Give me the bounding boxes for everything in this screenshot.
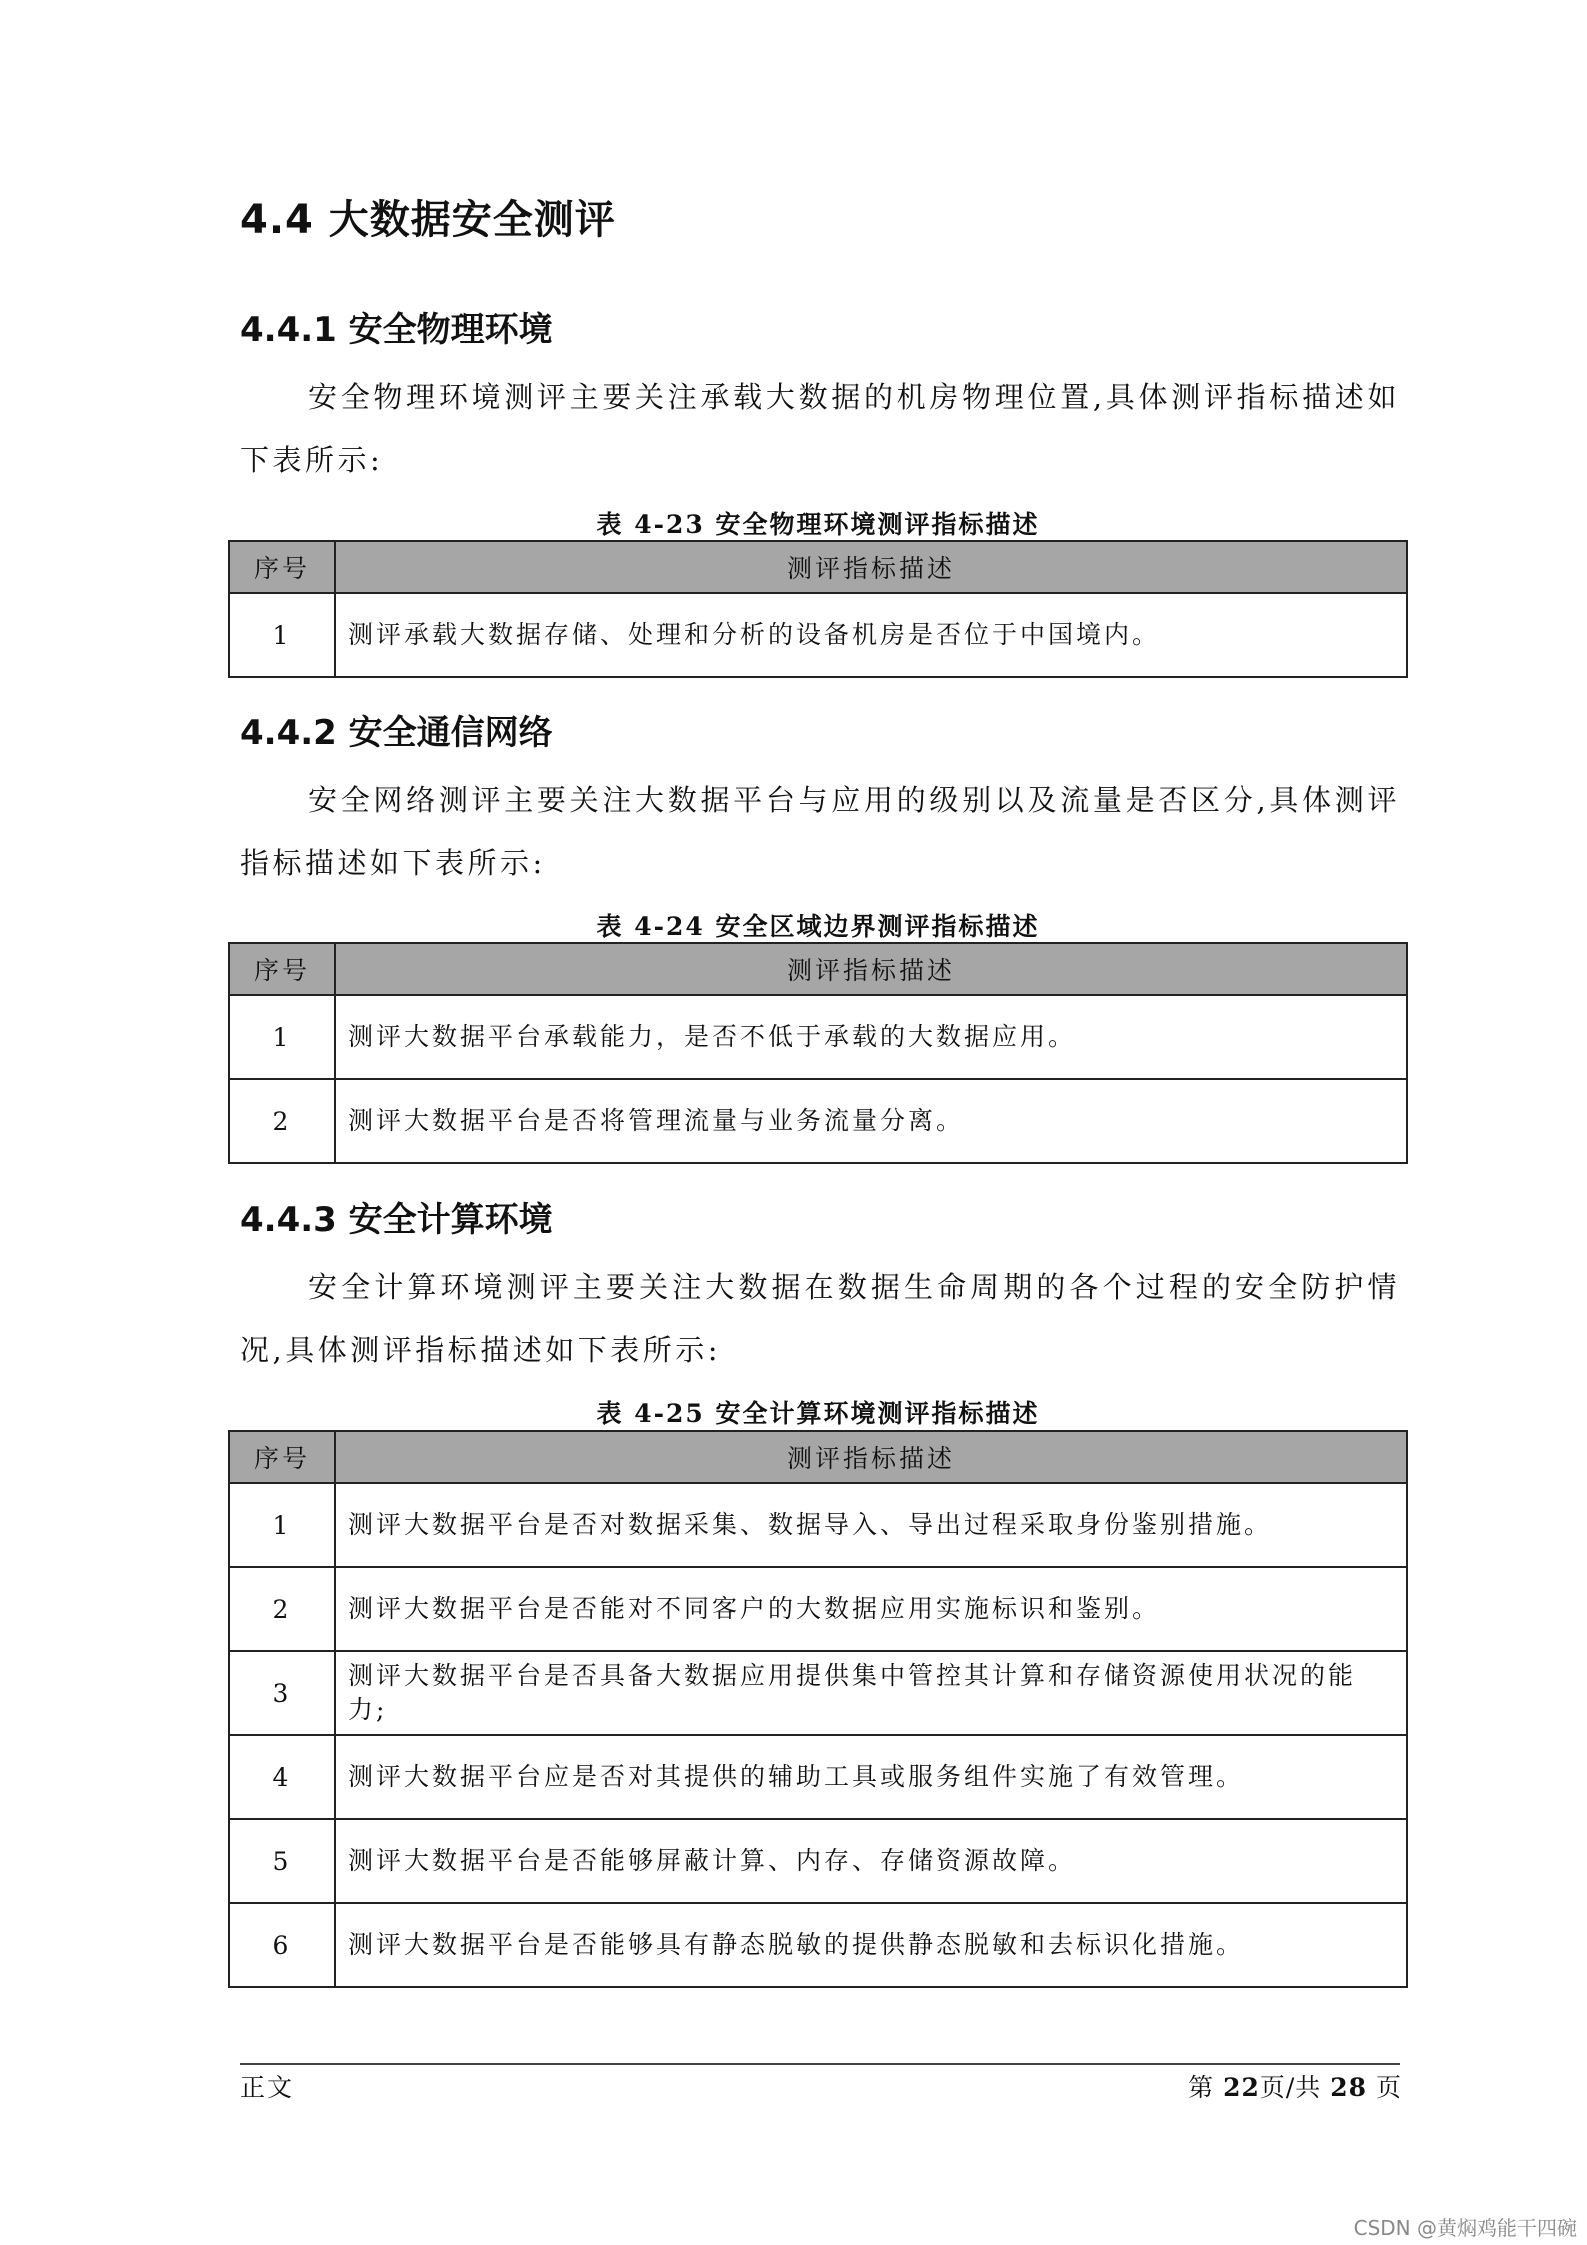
subsection-heading-network: 4.4.2 安全通信网络 — [240, 713, 553, 753]
row-number: 1 — [229, 593, 335, 677]
table-row — [229, 1735, 1407, 1819]
row-number: 2 — [229, 1567, 335, 1651]
row-description: 测评大数据平台承载能力，是否不低于承载的大数据应用。 — [335, 995, 1407, 1079]
table-row — [229, 1483, 1407, 1567]
table-row — [229, 593, 1407, 677]
table-row — [229, 1079, 1407, 1163]
table-header-row — [229, 943, 1407, 995]
table-row — [229, 1819, 1407, 1903]
header-number: 序号 — [229, 943, 335, 995]
row-number: 5 — [229, 1819, 335, 1903]
header-description: 测评指标描述 — [335, 943, 1407, 995]
footer-divider — [240, 2063, 1400, 2065]
page-total: 28 — [1330, 2073, 1368, 2102]
table-row — [229, 1567, 1407, 1651]
row-number: 1 — [229, 995, 335, 1079]
footer-section-label: 正文 — [240, 2073, 295, 2102]
table-row — [229, 1903, 1407, 1987]
row-number: 2 — [229, 1079, 335, 1163]
header-number: 序号 — [229, 1431, 335, 1483]
row-number: 6 — [229, 1903, 335, 1987]
subsection-heading-compute: 4.4.3 安全计算环境 — [240, 1200, 553, 1240]
csdn-watermark: CSDN @黄焖鸡能干四碗 — [1353, 2216, 1577, 2240]
header-description: 测评指标描述 — [335, 1431, 1407, 1483]
paragraph-physical: 安全物理环境测评主要关注承载大数据的机房物理位置,具体测评指标描述如下表所示: — [240, 380, 1400, 477]
row-number: 1 — [229, 1483, 335, 1567]
footer-page-number — [1188, 2068, 1402, 2104]
section-title: 4.4 大数据安全测评 — [240, 197, 616, 243]
table-header-row — [229, 1431, 1407, 1483]
row-description: 测评大数据平台是否能对不同客户的大数据应用实施标识和鉴别。 — [335, 1567, 1407, 1651]
row-number: 3 — [229, 1651, 335, 1735]
row-description: 测评大数据平台是否对数据采集、数据导入、导出过程采取身份鉴别措施。 — [335, 1483, 1407, 1567]
table-4-25 — [228, 1430, 1408, 1988]
row-description: 测评大数据平台是否具备大数据应用提供集中管控其计算和存储资源使用状况的能力; — [335, 1651, 1407, 1735]
paragraph-compute: 安全计算环境测评主要关注大数据在数据生命周期的各个过程的安全防护情况,具体测评指标描述如下表所示: — [240, 1270, 1400, 1367]
table-row — [229, 995, 1407, 1079]
page-separator: 页/共 — [1259, 2073, 1322, 2102]
header-number: 序号 — [229, 541, 335, 593]
table-4-24 — [228, 942, 1408, 1164]
row-number: 4 — [229, 1735, 335, 1819]
row-description: 测评大数据平台是否将管理流量与业务流量分离。 — [335, 1079, 1407, 1163]
row-description: 测评大数据平台应是否对其提供的辅助工具或服务组件实施了有效管理。 — [335, 1735, 1407, 1819]
table-4-23 — [228, 540, 1408, 678]
table-caption-4-24: 表 4-24 安全区域边界测评指标描述 — [596, 912, 1040, 941]
table-header-row — [229, 541, 1407, 593]
page-current: 22 — [1223, 2073, 1260, 2102]
table-caption-4-23: 表 4-23 安全物理环境测评指标描述 — [596, 510, 1040, 539]
row-description: 测评大数据平台是否能够具有静态脱敏的提供静态脱敏和去标识化措施。 — [335, 1903, 1407, 1987]
subsection-heading-physical: 4.4.1 安全物理环境 — [240, 310, 553, 350]
page-suffix: 页 — [1367, 2073, 1402, 2102]
header-description: 测评指标描述 — [335, 541, 1407, 593]
row-description: 测评承载大数据存储、处理和分析的设备机房是否位于中国境内。 — [335, 593, 1407, 677]
row-description: 测评大数据平台是否能够屏蔽计算、内存、存储资源故障。 — [335, 1819, 1407, 1903]
table-caption-4-25: 表 4-25 安全计算环境测评指标描述 — [596, 1399, 1040, 1428]
paragraph-network: 安全网络测评主要关注大数据平台与应用的级别以及流量是否区分,具体测评指标描述如下表所示: — [240, 783, 1400, 880]
table-row — [229, 1651, 1407, 1735]
page-prefix: 第 — [1188, 2073, 1215, 2102]
